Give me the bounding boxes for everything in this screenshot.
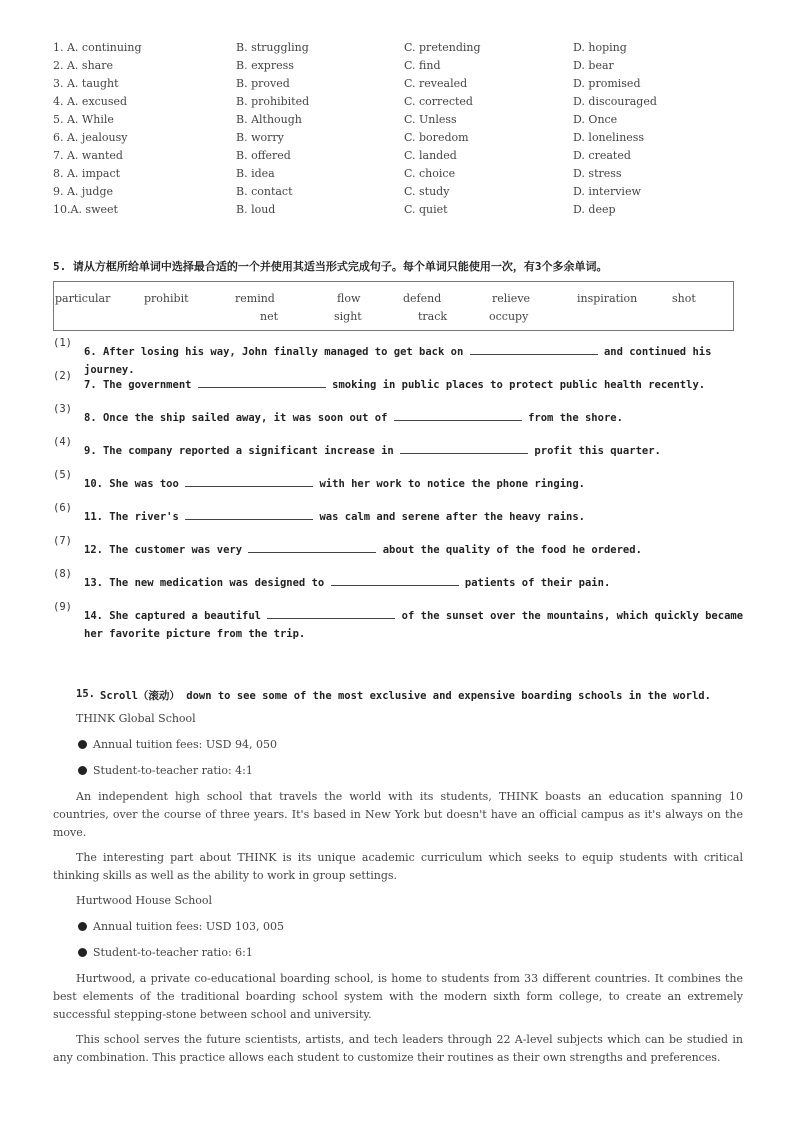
option-c: C. Unless (404, 113, 457, 126)
option-a: 9. A. judge (53, 185, 114, 198)
section-5-title: 5. 请从方框所给单词中选择最合适的一个并使用其适当形式完成句子。每个单词只能使用一次，有3个多余单词。 (53, 260, 608, 273)
school-name: THINK Global School (76, 712, 196, 725)
sentence-number: (2) (53, 370, 72, 382)
tuition-fees: Annual tuition fees: USD 94, 050 (93, 738, 277, 751)
option-d: D. bear (573, 59, 614, 72)
word-bank-word: occupy (489, 310, 529, 323)
sentence-text: 10. She was too (84, 478, 179, 490)
sentence-text: profit this quarter. (534, 445, 661, 457)
sentence-text: 13. The new medication was designed to (84, 577, 325, 589)
answer-blank[interactable] (400, 443, 528, 454)
answer-blank[interactable] (198, 377, 326, 388)
answer-blank[interactable] (470, 344, 598, 355)
sentence-number: (6) (53, 502, 72, 514)
sentence-text: 11. The river's (84, 511, 179, 523)
sentence-number: (1) (53, 337, 72, 349)
bullet-icon (78, 766, 87, 775)
option-a: 7. A. wanted (53, 149, 123, 162)
option-c: C. study (404, 185, 450, 198)
option-b: B. proved (236, 77, 290, 90)
word-bank-box (53, 281, 734, 331)
sentence-text: 8. Once the ship sailed away, it was soon out of (84, 412, 388, 424)
word-bank-word: flow (337, 292, 361, 305)
option-b: B. struggling (236, 41, 309, 54)
option-a: 4. A. excused (53, 95, 128, 108)
option-b: B. prohibited (236, 95, 310, 108)
option-d: D. Once (573, 113, 618, 126)
word-bank-word: shot (672, 292, 696, 305)
sentence-text: was calm and serene after the heavy rains. (319, 511, 585, 523)
option-row (53, 166, 753, 184)
option-c: C. corrected (404, 95, 473, 108)
sentence-text: patients of their pain. (464, 577, 611, 589)
option-d: D. interview (573, 185, 641, 198)
option-b: B. Although (236, 113, 302, 126)
option-row (53, 94, 753, 112)
option-row (53, 148, 753, 166)
sentence-number: (9) (53, 601, 72, 613)
bullet-item (78, 920, 284, 933)
sentence-text: from the shore. (528, 412, 623, 424)
option-row (53, 184, 753, 202)
option-row (53, 40, 753, 58)
answer-blank[interactable] (331, 575, 459, 586)
sentence-number: (4) (53, 436, 72, 448)
bullet-item (78, 738, 277, 751)
option-c: C. boredom (404, 131, 469, 144)
paragraph: An independent high school that travels the world with its students, THINK boasts an education spanning 10 countries, over the course of three years. It's based in New York but doesn't have an official campus as it's always on the move. (53, 790, 743, 839)
option-d: D. loneliness (573, 131, 645, 144)
option-a: 6. A. jealousy (53, 131, 128, 144)
school-name: Hurtwood House School (76, 894, 213, 907)
option-a: 1. A. continuing (53, 41, 142, 54)
option-d: D. stress (573, 167, 622, 180)
sentence-number: (8) (53, 568, 72, 580)
option-a: 2. A. share (53, 59, 113, 72)
section-15-title (76, 688, 711, 703)
sentence-number: (3) (53, 403, 72, 415)
option-d: D. discouraged (573, 95, 657, 108)
paragraph: This school serves the future scientists, artists, and tech leaders through 22 A-level subjects which can be studied in any combination. This practice allows each student to customize their routines as their own strengths and preferences. (53, 1033, 743, 1064)
paragraph: Hurtwood, a private co-educational boarding school, is home to students from 33 different countries. It combines the best elements of the traditional boarding school system with the modern sixth form college, to create an extremely successful stepping-stone between school and university. (53, 972, 743, 1021)
option-d: D. promised (573, 77, 641, 90)
word-bank-word: sight (334, 310, 362, 323)
sentence-text: and continued his journey. (84, 346, 712, 376)
option-b: B. contact (236, 185, 293, 198)
option-b: B. express (236, 59, 294, 72)
word-bank-word: inspiration (577, 292, 638, 305)
bullet-icon (78, 948, 87, 957)
word-bank-word: relieve (492, 292, 531, 305)
answer-blank[interactable] (394, 410, 522, 421)
option-c: C. choice (404, 167, 456, 180)
sentence-text: 12. The customer was very (84, 544, 243, 556)
options-grid (53, 40, 753, 220)
option-a: 8. A. impact (53, 167, 121, 180)
student-teacher-ratio: Student-to-teacher ratio: 4:1 (93, 764, 253, 777)
option-c: C. quiet (404, 203, 448, 216)
word-bank-word: remind (235, 292, 275, 305)
option-b: B. worry (236, 131, 284, 144)
option-row (53, 202, 753, 220)
option-row (53, 130, 753, 148)
bullet-item (78, 764, 253, 777)
option-a: 3. A. taught (53, 77, 119, 90)
sentence-text: 9. The company reported a significant increase in (84, 445, 394, 457)
option-d: D. hoping (573, 41, 627, 54)
sentence-text: 7. The government (84, 379, 192, 391)
option-d: D. deep (573, 203, 616, 216)
sentence-text: 6. After losing his way, John finally managed to get back on (84, 346, 464, 358)
option-c: C. find (404, 59, 441, 72)
option-d: D. created (573, 149, 631, 162)
answer-blank[interactable] (185, 509, 313, 520)
bullet-icon (78, 740, 87, 749)
option-b: B. offered (236, 149, 291, 162)
bullet-icon (78, 922, 87, 931)
option-row (53, 76, 753, 94)
bullet-item (78, 946, 253, 959)
option-row (53, 112, 753, 130)
option-a: 10.A. sweet (53, 203, 118, 216)
option-a: 5. A. While (53, 113, 114, 126)
word-bank-word: track (418, 310, 448, 323)
sentence-text: about the quality of the food he ordered. (382, 544, 642, 556)
sentence-text: with her work to notice the phone ringing. (319, 478, 585, 490)
option-b: B. idea (236, 167, 275, 180)
sentence-number: (5) (53, 469, 72, 481)
word-bank-word: defend (403, 292, 442, 305)
sentence-text: of the sunset over the mountains, which quickly became her favorite picture from the trip. (84, 610, 744, 640)
word-bank-word: net (260, 310, 279, 323)
sentence-number: (7) (53, 535, 72, 547)
section-number: 15. (76, 688, 95, 700)
option-c: C. landed (404, 149, 457, 162)
paragraph: The interesting part about THINK is its unique academic curriculum which seeks to equip students with critical thinking skills as well as the ability to work in group settings. (53, 851, 743, 882)
answer-blank[interactable] (185, 476, 313, 487)
section-title-text: Scroll（滚动） down to see some of the most exclusive and expensive boarding schools in the world. (100, 690, 711, 702)
answer-blank[interactable] (248, 542, 376, 553)
word-bank-word: prohibit (144, 292, 189, 305)
option-c: C. pretending (404, 41, 481, 54)
sentence-text: 14. She captured a beautiful (84, 610, 262, 622)
option-b: B. loud (236, 203, 276, 216)
tuition-fees: Annual tuition fees: USD 103, 005 (93, 920, 284, 933)
option-row (53, 58, 753, 76)
word-bank-word: particular (55, 292, 111, 305)
option-c: C. revealed (404, 77, 468, 90)
answer-blank[interactable] (267, 608, 395, 619)
sentence-text: smoking in public places to protect public health recently. (332, 379, 706, 391)
student-teacher-ratio: Student-to-teacher ratio: 6:1 (93, 946, 253, 959)
